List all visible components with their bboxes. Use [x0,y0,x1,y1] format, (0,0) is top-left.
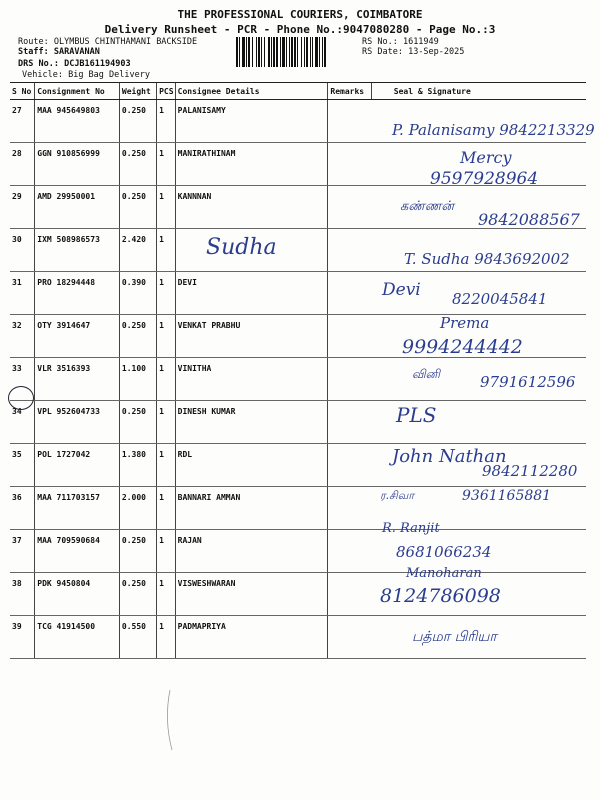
cell-sno: 37 [10,530,35,573]
cell-pcs: 1 [157,401,176,444]
table-header-row [10,83,586,100]
cell-consignee: VENKAT PRABHU [175,315,328,358]
signature-38-name: Manoharan [406,566,482,581]
cell-consignment-no: AMD 29950001 [35,186,120,229]
table-row [10,315,586,358]
cell-weight: 1.380 [119,444,156,487]
barcode-bar [271,37,272,67]
signature-37-name: R. Ranjit [382,521,440,536]
cell-seal-signature [371,530,586,573]
cell-pcs: 1 [157,100,176,143]
cell-remarks [328,143,371,186]
barcode-bar [239,37,240,67]
barcode-bar [297,37,298,67]
barcode-bar [258,37,260,67]
rs-date-value: 13-Sep-2025 [408,47,465,57]
cell-consignment-no: VPL 952604733 [35,401,120,444]
cell-weight: 2.420 [119,229,156,272]
cell-weight: 0.250 [119,143,156,186]
cell-weight: 0.250 [119,315,156,358]
signature-31-phone: 8220045841 [452,290,548,308]
cell-pcs: 1 [157,444,176,487]
cell-pcs: 1 [157,272,176,315]
cell-seal-signature [371,100,586,143]
cell-remarks [328,315,371,358]
signature-36-phone: 9361165881 [462,488,552,504]
barcode-bar [252,37,253,67]
circled-row-mark [8,386,34,410]
barcode-bar [280,37,281,67]
rs-date-label: RS Date: [362,47,403,57]
signature-36-name: ர.சிவா [380,489,415,502]
cell-remarks [328,229,371,272]
rs-no-value: 1611949 [402,37,439,47]
rs-date-line [362,47,464,57]
cell-consignee: DEVI [175,272,328,315]
cell-consignee: RAJAN [175,530,328,573]
cell-remarks [328,272,371,315]
cell-consignee: VINITHA [175,358,328,401]
signature-30: T. Sudha 9843692002 [404,250,570,268]
vehicle-value: Big Bag Delivery [68,70,150,80]
col-header-seal: Seal & Signature [371,83,586,100]
signature-28-name: Mercy [460,148,512,167]
barcode-bar [322,37,323,67]
signature-27: P. Palanisamy 9842213329 [392,121,595,139]
barcode-bar [236,37,238,67]
signature-34: PLS [396,403,437,427]
cell-sno: 34 [10,401,35,444]
col-header-remarks: Remarks [328,83,371,100]
runsheet-table [10,82,586,659]
cell-weight: 0.250 [119,573,156,616]
barcode-bar [261,37,262,67]
cell-consignee: PALANISAMY [175,100,328,143]
table-row [10,100,586,143]
cell-weight: 0.250 [119,100,156,143]
cell-seal-signature [371,487,586,530]
col-header-pcs: PCS [157,83,176,100]
cell-weight: 0.550 [119,616,156,659]
signature-39: பத்மா பிரியா [412,629,497,645]
table-row [10,444,586,487]
cell-seal-signature [371,444,586,487]
barcode-bar [242,37,245,67]
cell-seal-signature [371,186,586,229]
barcode-bar [312,37,313,67]
barcode-bar [306,37,308,67]
signature-33-name: வினி [412,367,441,381]
cell-consignment-no: VLR 3516393 [35,358,120,401]
cell-consignment-no: OTY 3914647 [35,315,120,358]
cell-sno: 31 [10,272,35,315]
staff-label: Staff: [18,47,49,57]
cell-remarks [328,573,371,616]
barcode-bar [291,37,293,67]
cell-seal-signature [371,358,586,401]
cell-seal-signature [371,401,586,444]
col-header-sno: S No [10,83,35,100]
cell-remarks [328,358,371,401]
barcode-bar [256,37,257,67]
barcode-bar [248,37,250,67]
rs-no-label: RS No.: [362,37,398,47]
cell-pcs: 1 [157,315,176,358]
barcode-bar [246,37,247,67]
cell-pcs: 1 [157,530,176,573]
signature-29-name: கண்ணன் [400,199,455,214]
cell-pcs: 1 [157,487,176,530]
cell-consignment-no: IXM 508986573 [35,229,120,272]
cell-sno: 29 [10,186,35,229]
barcode-bar [304,37,305,67]
cell-weight: 2.000 [119,487,156,530]
cell-sno: 27 [10,100,35,143]
cell-remarks [328,487,371,530]
runsheet-subtitle: Delivery Runsheet - PCR - Phone No.:9047080280 - Page No.:3 [104,23,496,36]
signature-30-cell: Sudha [206,235,277,260]
cell-seal-signature [371,315,586,358]
table-row [10,401,586,444]
cell-consignee: BANNARI AMMAN [175,487,328,530]
table-row [10,358,586,401]
table-row [10,487,586,530]
cell-sno: 36 [10,487,35,530]
cell-weight: 0.390 [119,272,156,315]
cell-seal-signature [371,573,586,616]
drs-label: DRS No.: [18,59,59,69]
cell-consignee: VISWESHWARAN [175,573,328,616]
barcode-bar [264,37,265,67]
col-header-consignment: Consignment No [35,83,120,100]
route-line [18,37,197,47]
pen-stray-mark [167,690,172,750]
cell-weight: 0.250 [119,530,156,573]
barcode-bar [268,37,270,67]
cell-pcs: 1 [157,573,176,616]
cell-sno: 38 [10,573,35,616]
signature-35-name: John Nathan [392,446,507,467]
signature-28-phone: 9597928964 [430,169,539,189]
col-header-consignee: Consignee Details [175,83,328,100]
cell-seal-signature [371,616,586,659]
table-row [10,143,586,186]
cell-sno: 32 [10,315,35,358]
cell-consignment-no: PRO 18294448 [35,272,120,315]
signature-29-phone: 9842088567 [478,210,580,229]
cell-consignee: MANIRATHINAM [175,143,328,186]
cell-consignment-no: PDK 9450804 [35,573,120,616]
barcode-bar [301,37,302,67]
cell-seal-signature [371,272,586,315]
rs-no-line [362,37,439,47]
cell-consignment-no: TCG 41914500 [35,616,120,659]
route-value: OLYMBUS CHINTHAMANI BACKSIDE [53,37,198,47]
barcode-bar [276,37,278,67]
table-row [10,229,586,272]
cell-consignment-no: GGN 910856999 [35,143,120,186]
cell-consignment-no: MAA 709590684 [35,530,120,573]
cell-consignee: PADMAPRIYA [175,616,328,659]
cell-seal-signature [371,143,586,186]
barcode-bar [324,37,326,67]
barcode-bar [273,37,275,67]
cell-weight: 0.250 [119,401,156,444]
barcode [236,37,358,67]
cell-sno: 35 [10,444,35,487]
signature-32-name: Prema [440,314,490,332]
cell-remarks [328,616,371,659]
barcode-bar [289,37,290,67]
drs-value: DCJB161194903 [64,59,131,69]
cell-consignee: KANNNAN [175,186,328,229]
cell-pcs: 1 [157,143,176,186]
signature-38-phone: 8124786098 [380,585,501,607]
barcode-bar [286,37,287,67]
barcode-bar [319,37,320,67]
cell-pcs: 1 [157,229,176,272]
signature-35-phone: 9842112280 [482,462,578,480]
cell-weight: 0.250 [119,186,156,229]
cell-remarks [328,186,371,229]
signature-33-phone: 9791612596 [480,373,576,391]
cell-pcs: 1 [157,358,176,401]
signature-37-phone: 8681066234 [396,543,492,561]
cell-consignee [175,229,328,272]
cell-pcs: 1 [157,616,176,659]
cell-pcs: 1 [157,186,176,229]
cell-remarks [328,100,371,143]
cell-consignee: DINESH KUMAR [175,401,328,444]
cell-seal-signature [371,229,586,272]
cell-weight: 1.100 [119,358,156,401]
cell-consignee: RDL [175,444,328,487]
table-row [10,530,586,573]
col-header-weight: Weight [119,83,156,100]
cell-sno: 30 [10,229,35,272]
barcode-bar [294,37,296,67]
cell-remarks [328,530,371,573]
cell-sno: 39 [10,616,35,659]
cell-consignment-no: POL 1727042 [35,444,120,487]
vehicle-label: Vehicle: [22,70,63,80]
barcode-bar [315,37,318,67]
cell-remarks [328,444,371,487]
cell-remarks [328,401,371,444]
staff-value: SARAVANAN [53,47,100,57]
drs-line [18,59,131,69]
table-row [10,573,586,616]
signature-31-name: Devi [382,280,421,300]
company-title: THE PROFESSIONAL COURIERS, COIMBATORE [177,8,423,21]
route-label: Route: [18,37,49,47]
cell-sno: 33 [10,358,35,401]
cell-consignment-no: MAA 711703157 [35,487,120,530]
staff-line [18,47,100,57]
table-row [10,186,586,229]
cell-sno: 28 [10,143,35,186]
barcode-bar [282,37,285,67]
signature-32-phone: 9994244442 [402,336,523,358]
vehicle-line [22,70,150,80]
table-row [10,616,586,659]
cell-consignment-no: MAA 945649803 [35,100,120,143]
table-row [10,272,586,315]
barcode-bar [310,37,311,67]
